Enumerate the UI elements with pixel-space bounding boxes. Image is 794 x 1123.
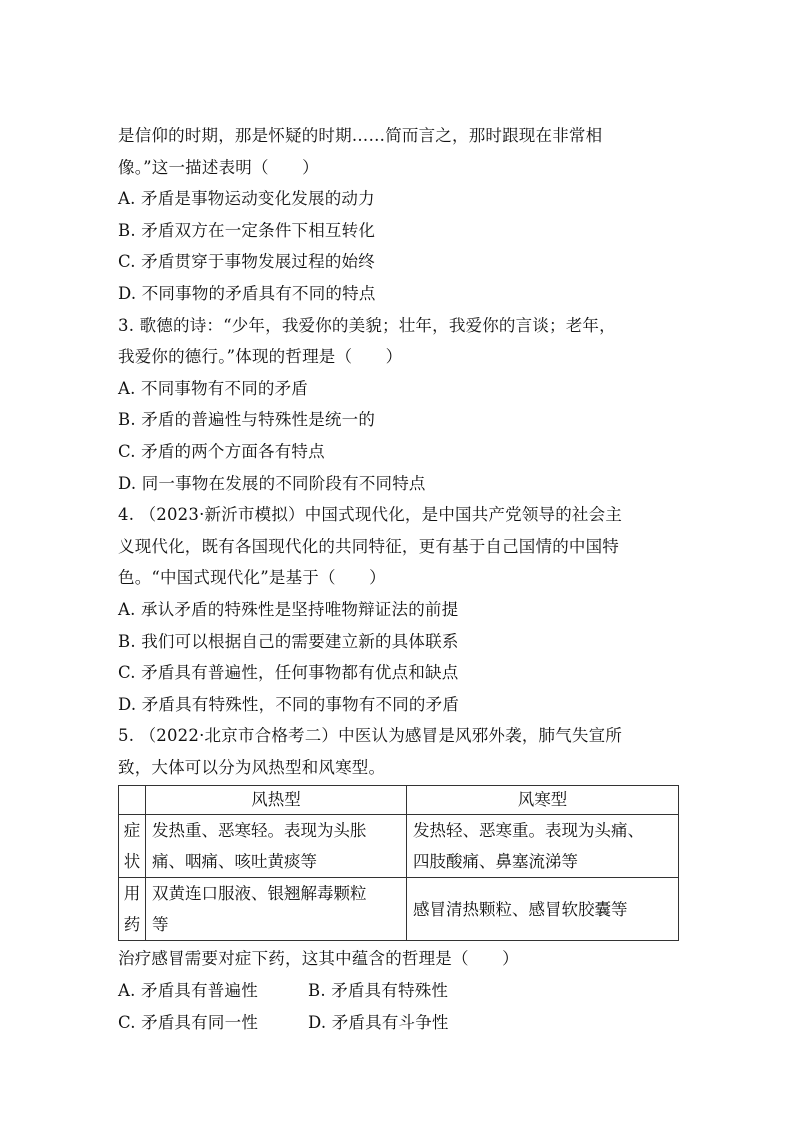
table-header-wind-heat: 风热型 [146,786,407,815]
question-2-option-b: B. 矛盾双方在一定条件下相互转化 [118,220,376,240]
question-5-stem-line: 致，大体可以分为风热型和风寒型。 [118,757,386,777]
table-row-symptoms [119,815,679,878]
question-3-option-b: B. 矛盾的普遍性与特殊性是统一的 [118,410,376,430]
question-5-stem-line: 5. （2022·北京市合格考二）中医认为感冒是风邪外袭，肺气失宣所 [118,726,623,746]
question-3-option-c: C. 矛盾的两个方面各有特点 [118,441,325,461]
table-cell-wind-heat-medicine: 双黄连口服液、银翘解毒颗粒 等 [146,878,407,941]
question-5-option-c: C. 矛盾具有同一性 [118,1012,259,1032]
question-4-option-c: C. 矛盾具有普遍性，任何事物都有优点和缺点 [118,663,459,683]
question-4-stem-line: 4. （2023·新沂市模拟）中国式现代化，是中国共产党领导的社会主 [118,505,623,525]
question-2-stem-line: 是信仰的时期，那是怀疑的时期……简而言之，那时跟现在非常相 [118,126,603,145]
question-4-stem-line: 色。“中国式现代化”是基于（ ） [118,568,386,588]
table-corner-cell [119,786,146,815]
table-header-row [119,786,679,815]
question-5-option-b: B. 矛盾具有特殊性 [308,981,449,1001]
table-row-label-medicine: 用 药 [119,878,146,941]
table-cell-wind-heat-symptoms: 发热重、恶寒轻。表现为头胀 痛、咽痛、咳吐黄痰等 [146,815,407,878]
question-5-prompt: 治疗感冒需要对症下药，这其中蕴含的哲理是（ ） [118,949,519,969]
question-5-options-row-2 [118,1007,680,1039]
question-3-stem-line: 3. 歌德的诗：“少年，我爱你的美貌；壮年，我爱你的言谈；老年， [118,315,616,335]
table-row-label-symptoms: 症 状 [119,815,146,878]
question-4-stem-line: 义现代化，既有各国现代化的共同特征，更有基于自己国情的中国特 [118,536,619,556]
document-page [118,120,680,1038]
question-4-option-b: B. 我们可以根据自己的需要建立新的具体联系 [118,631,459,651]
question-4-option-d: D. 矛盾具有特殊性，不同的事物有不同的矛盾 [118,694,460,714]
table-row-medicine [119,878,679,941]
question-2-option-a: A. 矛盾是事物运动变化发展的动力 [118,189,375,209]
question-3-stem-line: 我爱你的德行。”体现的哲理是（ ） [118,347,403,367]
question-4-option-a: A. 承认矛盾的特殊性是坚持唯物辩证法的前提 [118,599,459,619]
question-2-option-c: C. 矛盾贯穿于事物发展过程的始终 [118,252,375,272]
question-3-option-d: D. 同一事物在发展的不同阶段有不同特点 [118,473,426,493]
question-5-options-row-1 [118,975,680,1007]
cold-type-table [118,785,679,941]
table-cell-wind-cold-medicine: 感冒清热颗粒、感冒软胶囊等 [407,878,679,941]
question-2-stem-line: 像。”这一描述表明（ ） [118,157,319,177]
table-cell-wind-cold-symptoms: 发热轻、恶寒重。表现为头痛、 四肢酸痛、鼻塞流涕等 [407,815,679,878]
question-5-option-a: A. 矛盾具有普遍性 [118,981,258,1001]
question-5-option-d: D. 矛盾具有斗争性 [308,1012,449,1032]
table-header-wind-cold: 风寒型 [407,786,679,815]
question-3-option-a: A. 不同事物有不同的矛盾 [118,378,309,398]
question-2-option-d: D. 不同事物的矛盾具有不同的特点 [118,283,376,303]
